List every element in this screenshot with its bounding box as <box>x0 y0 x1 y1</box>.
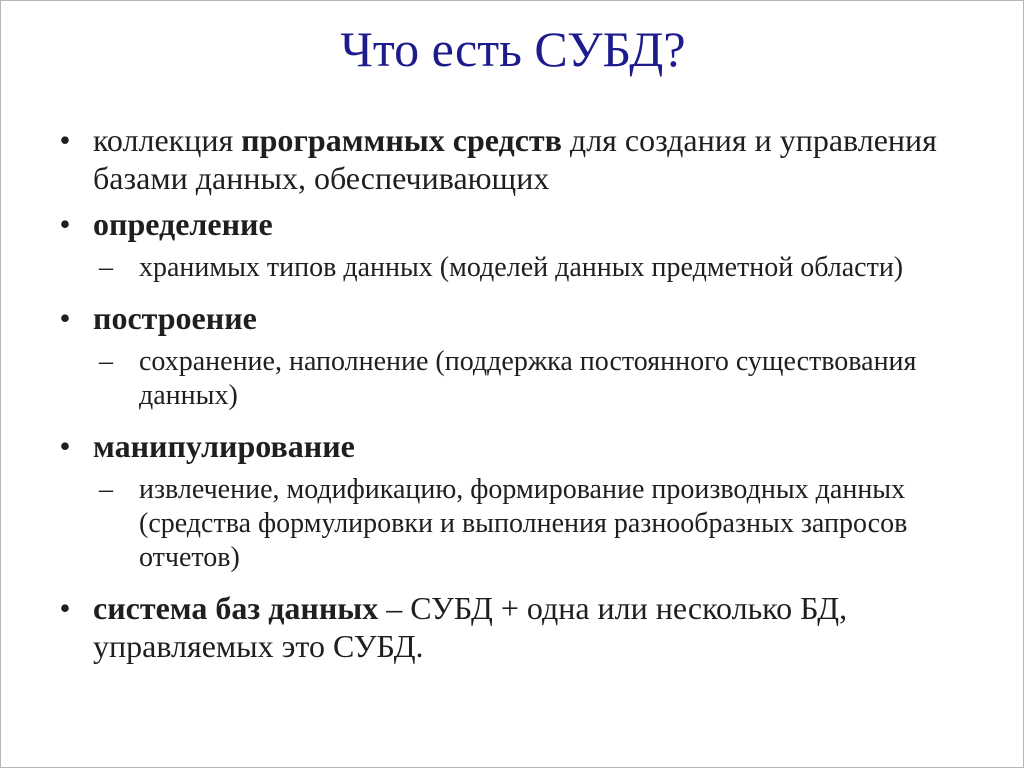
text-segment: коллекция <box>93 122 242 158</box>
list-item-definition <box>1 205 1024 243</box>
list-item-text <box>93 427 973 465</box>
sub-item-construction <box>1 345 1024 413</box>
dash-icon: – <box>99 252 113 283</box>
bullet-icon: • <box>59 206 71 242</box>
bold-term: программных средств <box>241 122 562 158</box>
list-item-database-system <box>1 589 1024 665</box>
dash-icon: – <box>99 346 113 377</box>
bullet-icon: • <box>59 428 71 464</box>
bullet-icon: • <box>59 122 71 158</box>
bold-term: система баз данных <box>93 590 379 626</box>
bold-term: определение <box>93 206 273 242</box>
sub-item-text: хранимых типов данных (моделей данных предметной области) <box>139 252 904 283</box>
list-item-text <box>93 121 973 197</box>
list-item-text <box>93 299 973 337</box>
list-item-construction <box>1 299 1024 337</box>
dash-icon: – <box>99 474 113 505</box>
bullet-icon: • <box>59 590 71 626</box>
list-item-manipulation <box>1 427 1024 465</box>
slide-title: Что есть СУБД? <box>340 21 686 77</box>
text-segment: для создания и управления базами данных, обеспечивающих <box>93 122 937 196</box>
text-segment: – СУБД + одна или несколько БД, управляемых это СУБД. <box>93 590 848 664</box>
list-item-text <box>93 589 973 665</box>
sub-item-definition <box>1 251 1024 285</box>
sub-item-manipulation <box>1 473 1024 575</box>
sub-item-text: извлечение, модификацию, формирование производных данных (средства формулировки и выполнения разнообразных запросов отчетов) <box>139 474 908 573</box>
bullet-icon: • <box>59 300 71 336</box>
list-item-text <box>93 205 973 243</box>
bold-term: построение <box>93 300 257 336</box>
bold-term: манипулирование <box>93 428 355 464</box>
list-item-dbms-definition <box>1 121 1024 197</box>
sub-item-text: сохранение, наполнение (поддержка постоянного существования данных) <box>139 346 917 411</box>
bullet-list <box>1 121 1024 673</box>
